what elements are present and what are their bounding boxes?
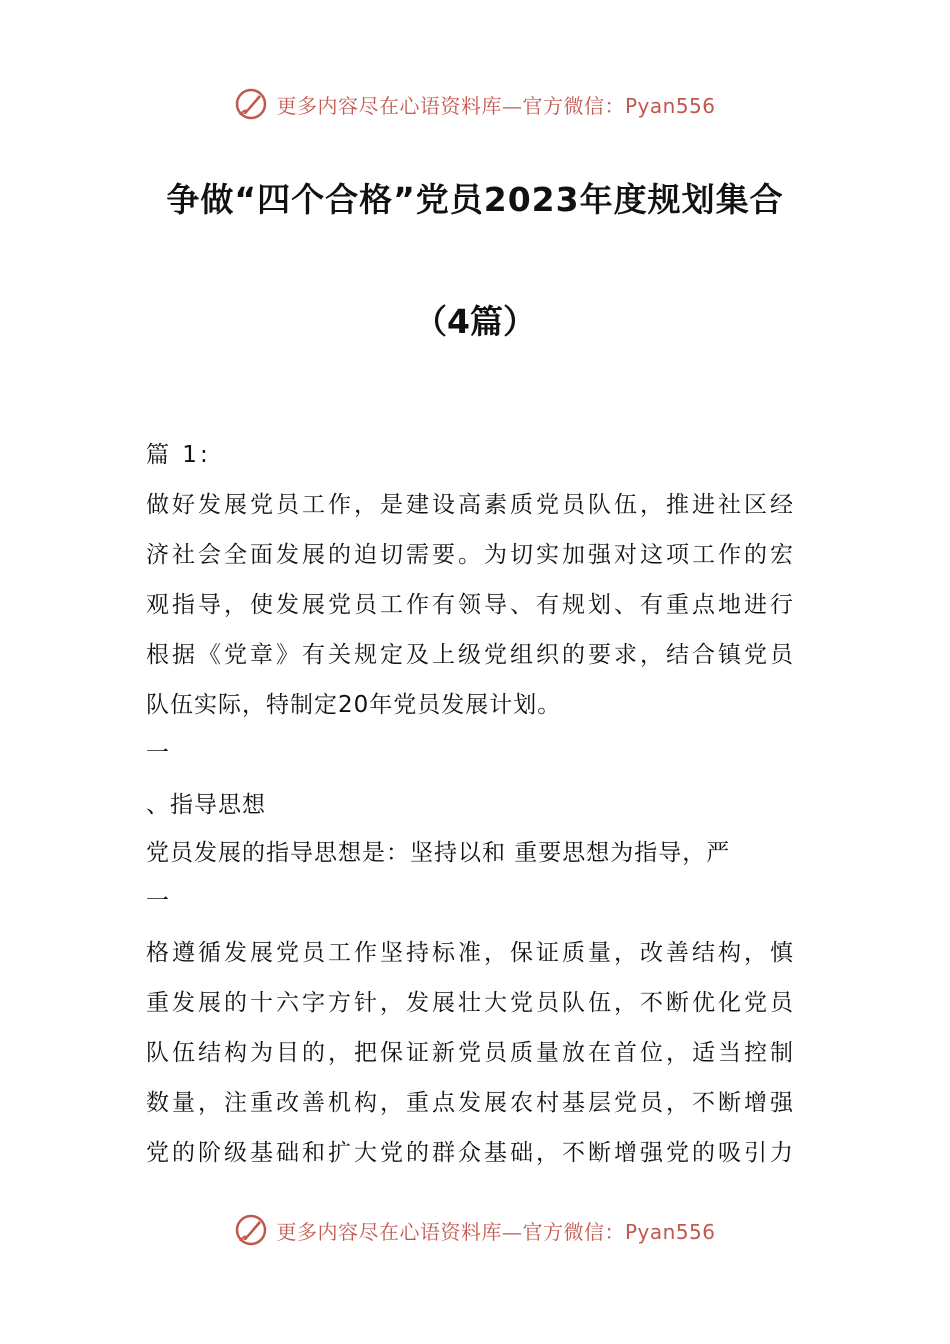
- document-title: 争做“四个合格”党员2023年度规划集合: [166, 180, 784, 219]
- body-line: 重发展的十六字方针，发展壮大党员队伍，不断优化党员: [146, 990, 796, 1016]
- section-heading: 篇 1:: [146, 442, 211, 468]
- wechat-id: Pyan556: [624, 93, 716, 118]
- document-subtitle: （4篇）: [414, 302, 536, 341]
- body-line: 根据《党章》有关规定及上级党组织的要求，结合镇党员: [146, 642, 796, 668]
- body-line: 济社会全面发展的迫切需要。为切实加强对这项工作的宏: [146, 542, 796, 568]
- quill-logo-icon: [234, 87, 268, 121]
- wechat-id: Pyan556: [624, 1219, 716, 1244]
- body-line: 党员发展的指导思想是：坚持以和 重要思想为指导，严: [146, 840, 731, 866]
- body-line: 一: [146, 888, 172, 914]
- quill-logo-icon: [234, 1213, 268, 1247]
- watermark-text: 更多内容尽在心语资料库—官方微信：Pyan556: [276, 93, 716, 118]
- body-line: 格遵循发展党员工作坚持标准，保证质量，改善结构，慎: [146, 940, 796, 966]
- body-line: 数量，注重改善机构，重点发展农村基层党员，不断增强: [146, 1090, 796, 1116]
- subsection-heading: 、指导思想: [146, 792, 266, 818]
- body-line: 做好发展党员工作，是建设高素质党员队伍，推进社区经: [146, 492, 796, 518]
- body-line: 队伍实际，特制定20年党员发展计划。: [146, 692, 562, 718]
- body-line: 观指导，使发展党员工作有领导、有规划、有重点地进行: [146, 592, 796, 618]
- watermark-banner-top: [0, 84, 950, 124]
- body-line: 一: [146, 740, 172, 766]
- body-line: 党的阶级基础和扩大党的群众基础，不断增强党的吸引力: [146, 1140, 796, 1166]
- body-line: 队伍结构为目的，把保证新党员质量放在首位，适当控制: [146, 1040, 796, 1066]
- watermark-banner-bottom: [0, 1210, 950, 1250]
- watermark-text: 更多内容尽在心语资料库—官方微信：Pyan556: [276, 1219, 716, 1244]
